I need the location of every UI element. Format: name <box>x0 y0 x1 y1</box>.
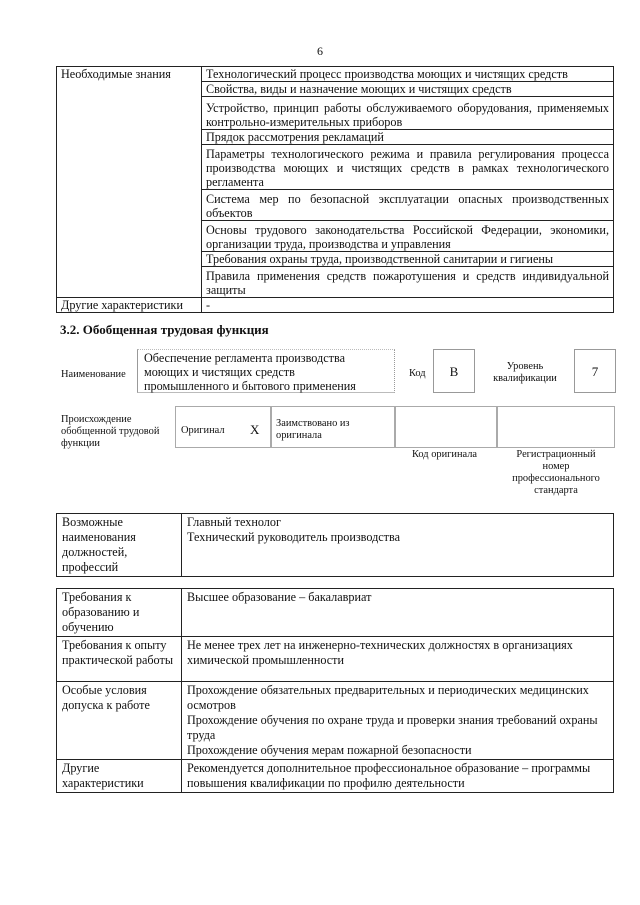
positions-table <box>56 513 614 577</box>
positions-label: Возможные наименования должностей, профессий <box>57 514 182 577</box>
table-row <box>57 298 614 313</box>
knowledge-item: Устройство, принцип работы обслуживаемого оборудования, применяемых контрольно-измерительных приборов <box>202 97 614 130</box>
reg-number-line: стандарта <box>534 485 578 496</box>
origin-label <box>61 414 159 450</box>
level-box <box>574 349 616 393</box>
reg-number-label <box>500 449 612 497</box>
original-cell <box>175 406 271 448</box>
knowledge-table <box>56 66 614 313</box>
code-box <box>433 349 475 393</box>
origin-label-line: функции <box>61 438 100 449</box>
original-label: Оригинал <box>181 425 225 436</box>
function-name <box>137 349 395 393</box>
requirements-table <box>56 588 614 793</box>
requirement-value <box>182 682 614 760</box>
knowledge-item: Параметры технологического режима и правила регулирования процесса производства моющих и чистящих средств в рамках технологического регламента <box>202 145 614 190</box>
position-item: Технический руководитель производства <box>187 530 401 544</box>
borrowed-label <box>276 418 350 442</box>
table-row <box>57 682 614 760</box>
code-original-label: Код оригинала <box>412 449 478 460</box>
requirement-line: Прохождение обучения мерам пожарной безопасности <box>187 743 472 757</box>
reg-number-line: номер <box>542 461 570 472</box>
original-mark: X <box>250 422 260 437</box>
section-title: 3.2. Обобщенная трудовая функция <box>60 322 269 337</box>
positions-values <box>182 514 614 577</box>
code-label: Код <box>409 368 426 379</box>
borrowed-cell <box>271 406 395 448</box>
knowledge-item: Система мер по безопасной эксплуатации опасных производственных объектов <box>202 190 614 221</box>
position-item: Главный технолог <box>187 515 281 529</box>
requirement-value <box>182 637 614 682</box>
knowledge-item: Основы трудового законодательства Российской Федерации, экономики, организации труда, производства и управления <box>202 221 614 252</box>
reg-number-cell <box>497 406 615 448</box>
requirement-label: Другие характеристики <box>57 760 182 793</box>
function-name-line: Обеспечение регламента производства <box>144 351 345 365</box>
name-label: Наименование <box>61 369 126 380</box>
function-name-line: промышленного и бытового применения <box>144 379 356 393</box>
function-name-line: моющих и чистящих средств <box>144 365 295 379</box>
requirement-value <box>182 760 614 793</box>
knowledge-item: Технологический процесс производства моющих и чистящих средств <box>202 67 614 82</box>
borrowed-label-line: Заимствовано из <box>276 418 350 429</box>
knowledge-item: Требования охраны труда, производственной санитарии и гигиены <box>202 252 614 267</box>
code-value: B <box>449 364 459 379</box>
code-original-cell <box>395 406 497 448</box>
requirement-label: Требования к образованию и обучению <box>57 589 182 637</box>
origin-label-line: обобщенной трудовой <box>61 426 160 437</box>
requirement-line: Высшее образование – бакалавриат <box>187 590 372 604</box>
table-row <box>57 760 614 793</box>
requirement-line: Прохождение обязательных предварительных и периодических медицинских осмотров <box>187 683 589 712</box>
knowledge-label: Необходимые знания <box>57 67 202 298</box>
knowledge-item: Свойства, виды и назначение моющих и чистящих средств <box>202 82 614 97</box>
level-label-line: квалификации <box>493 373 557 384</box>
level-value: 7 <box>591 364 599 379</box>
knowledge-item: Правила применения средств пожаротушения и средств индивидуальной защиты <box>202 267 614 298</box>
page-number: 6 <box>317 44 323 58</box>
requirement-value <box>182 589 614 637</box>
other-characteristics-value: - <box>202 298 614 313</box>
requirement-line: Не менее трех лет на инженерно-технических должностях в организациях химической промышленности <box>187 638 573 667</box>
level-label <box>486 361 564 385</box>
borrowed-label-line: оригинала <box>276 430 322 441</box>
table-row <box>57 67 614 82</box>
level-label-line: Уровень <box>506 361 544 372</box>
requirement-line: Рекомендуется дополнительное профессиональное образование – программы повышения квалификации по профилю деятельности <box>187 761 591 790</box>
reg-number-line: профессионального <box>512 473 600 484</box>
table-row <box>57 589 614 637</box>
requirement-label: Особые условия допуска к работе <box>57 682 182 760</box>
requirement-line: Прохождение обучения по охране труда и проверки знания требований охраны труда <box>187 713 598 742</box>
requirement-label: Требования к опыту практической работы <box>57 637 182 682</box>
knowledge-item: Прядок рассмотрения рекламаций <box>202 130 614 145</box>
origin-row <box>175 406 615 448</box>
table-row <box>57 514 614 577</box>
other-characteristics-label: Другие характеристики <box>57 298 202 313</box>
table-row <box>57 637 614 682</box>
origin-label-line: Происхождение <box>61 414 132 425</box>
reg-number-line: Регистрационный <box>516 449 596 460</box>
